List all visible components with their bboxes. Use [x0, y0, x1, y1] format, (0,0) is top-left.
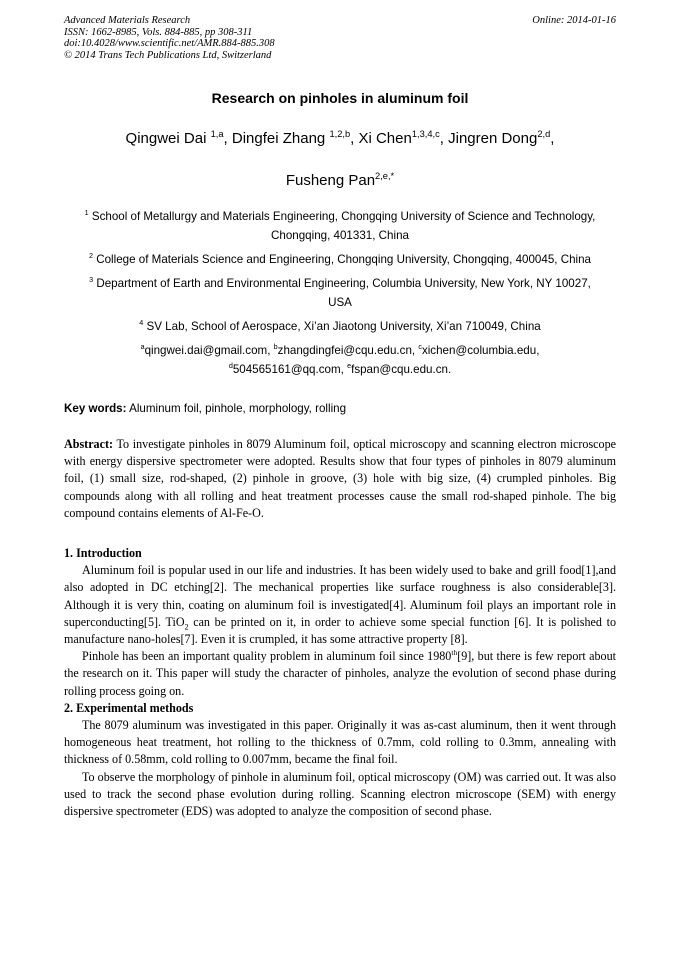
affiliation-text: College of Materials Science and Engineering, Chongqing University, Chongqing, 400045, China	[96, 253, 591, 266]
affiliation-text: Department of Earth and Environmental Engineering, Columbia University, New York, NY 10027,	[96, 277, 591, 290]
email-sup: b	[273, 342, 278, 352]
intro-paragraph-2	[64, 648, 616, 700]
intro-p2-superscript: th	[451, 648, 458, 658]
paper-title: Research on pinholes in aluminum foil	[211, 90, 469, 106]
abstract-text: To investigate pinholes in 8079 Aluminum foil, optical microscopy and scanning electron microscope with energy dispersive spectrometer were adopted. Results show that four types of pinholes in 8079 aluminum foil, (1) small size, rod-shaped, (2) pinhole in groove, (3) hole with big size, (4) crumpled pinholes. Big compounds along with all rolling and heat treatment processes cause the small rod-shaped pinhole. The big compound contains elements of Al-Fe-O.	[64, 437, 616, 520]
affiliation-2	[64, 250, 616, 269]
author-name: Qingwei Dai	[125, 130, 207, 147]
methods-paragraph-1: The 8079 aluminum was investigated in this paper. Originally it was as-cast aluminum, then it went through homogeneous heat treatment, hot rolling to the thickness of 0.7mm, cold rolling to 0.3mm, annealing with thickness of 0.58mm, cold rolling to 0.007mm, became the final foil.	[64, 718, 616, 767]
email-sup: d	[228, 361, 233, 371]
section-heading-introduction: 1. Introduction	[64, 546, 142, 560]
affiliation-number: 2	[89, 251, 93, 261]
author-sup: 2,e,*	[375, 171, 395, 181]
body-sections	[64, 545, 616, 820]
intro-p2-text-a: Pinhole has been an important quality problem in aluminum foil since 1980	[82, 649, 452, 664]
author-line-2	[64, 172, 616, 189]
abstract	[64, 436, 616, 522]
journal-name: Advanced Materials Research	[64, 15, 191, 26]
keywords-label: Key words:	[64, 402, 127, 415]
email-link[interactable]: qingwei.dai@gmail.com	[144, 344, 268, 357]
abstract-label: Abstract:	[64, 437, 114, 451]
keywords-text: Aluminum foil, pinhole, morphology, rolling	[129, 402, 347, 415]
affiliation-number: 4	[139, 318, 144, 328]
keywords	[64, 402, 616, 415]
journal-copyright: © 2014 Trans Tech Publications Ltd, Switzerland	[64, 49, 272, 61]
journal-header	[64, 15, 616, 61]
affiliation-number: 1	[84, 208, 89, 218]
author-sup: 1,2,b	[329, 129, 351, 139]
intro-p1-text-a: Aluminum foil is popular used in our life and industries. It has been widely used to bake and grill food[1],and also adopted in DC etching[2]. The mechanical properties like surface roughness is also considerable[3]. Although it is very thin, coating on aluminum foil is investigated[4]. Aluminum foil plays an important role in superconducting[5]. TiO	[64, 563, 616, 629]
intro-p1-text-b: can be printed on it, in order to achieve some special function [6]. It is polished to manufacture nano-holes[7]. Even it is crumpled, it has some attractive property [8].	[64, 614, 616, 647]
author-name: Xi Chen	[358, 130, 412, 147]
section-heading-methods: 2. Experimental methods	[64, 700, 194, 715]
email-sup: e	[347, 361, 352, 371]
affiliation-3	[64, 274, 616, 312]
email-link[interactable]: zhangdingfei@cqu.edu.cn	[277, 344, 412, 357]
email-link[interactable]: xichen@columbia.edu	[421, 344, 537, 357]
email-block: $^a$qingwei.dai@gmail.com, $^b$zhangdingfei@cqu.edu.cn, $^c$xichen@columbia.edu, $^d$504565161@qq.com, $^e$fspan@cqu.edu.cn.	[140, 342, 540, 376]
affiliation-text: SV Lab, School of Aerospace, Xi’an Jiaotong University, Xi’an 710049, China	[146, 320, 541, 333]
affiliation-1	[64, 207, 616, 245]
journal-issn: ISSN: 1662-8985, Vols. 884-885, pp 308-311	[64, 26, 253, 38]
email-link[interactable]: fspan@cqu.edu.cn.	[351, 363, 452, 376]
email-sup: c	[418, 342, 422, 352]
affiliation-text-cont: USA	[328, 296, 352, 309]
affiliation-number: 3	[89, 275, 94, 285]
affiliation-4	[64, 317, 616, 336]
intro-p2-text-b: [9], but there is few report about the research on it. This paper will study the character of pinholes, analyze the evolution of second phase during rolling process going on.	[64, 649, 616, 698]
affiliation-text: School of Metallurgy and Materials Engineering, Chongqing University of Science and Technology,	[91, 210, 596, 223]
intro-p1-subscript: 2	[184, 622, 189, 632]
affiliation-text-cont: Chongqing, 401331, China	[271, 229, 409, 242]
author-name: Dingfei Zhang	[231, 130, 326, 147]
methods-paragraph-2: To observe the morphology of pinhole in aluminum foil, optical microscopy (OM) was carried out. It was also used to track the second phase evolution during rolling. Scanning electron microscope (SEM) with energy dispersive spectrometer (EDS) was adopted to analyze the composition of second phase.	[64, 769, 616, 819]
author-name: Fusheng Pan	[285, 172, 376, 189]
author-line-1: Qingwei Dai $^{1,a}$, Dingfei Zhang $^{1,2,b}$, Xi Chen$^{1,3,4,c}$, Jingren Dong$^{2,d}$,	[125, 129, 555, 147]
email-link[interactable]: 504565161@qq.com	[232, 363, 341, 376]
author-sup: 1,a	[210, 129, 224, 139]
author-sup: 2,d	[537, 129, 551, 139]
online-date: Online: 2014-01-16	[532, 15, 616, 26]
journal-doi: doi:10.4028/www.scientific.net/AMR.884-885.308	[64, 38, 275, 50]
author-sup: 1,3,4,c	[411, 129, 440, 139]
author-name: Jingren Dong	[448, 130, 538, 147]
intro-paragraph-1	[64, 562, 616, 648]
email-sup: a	[140, 342, 145, 352]
